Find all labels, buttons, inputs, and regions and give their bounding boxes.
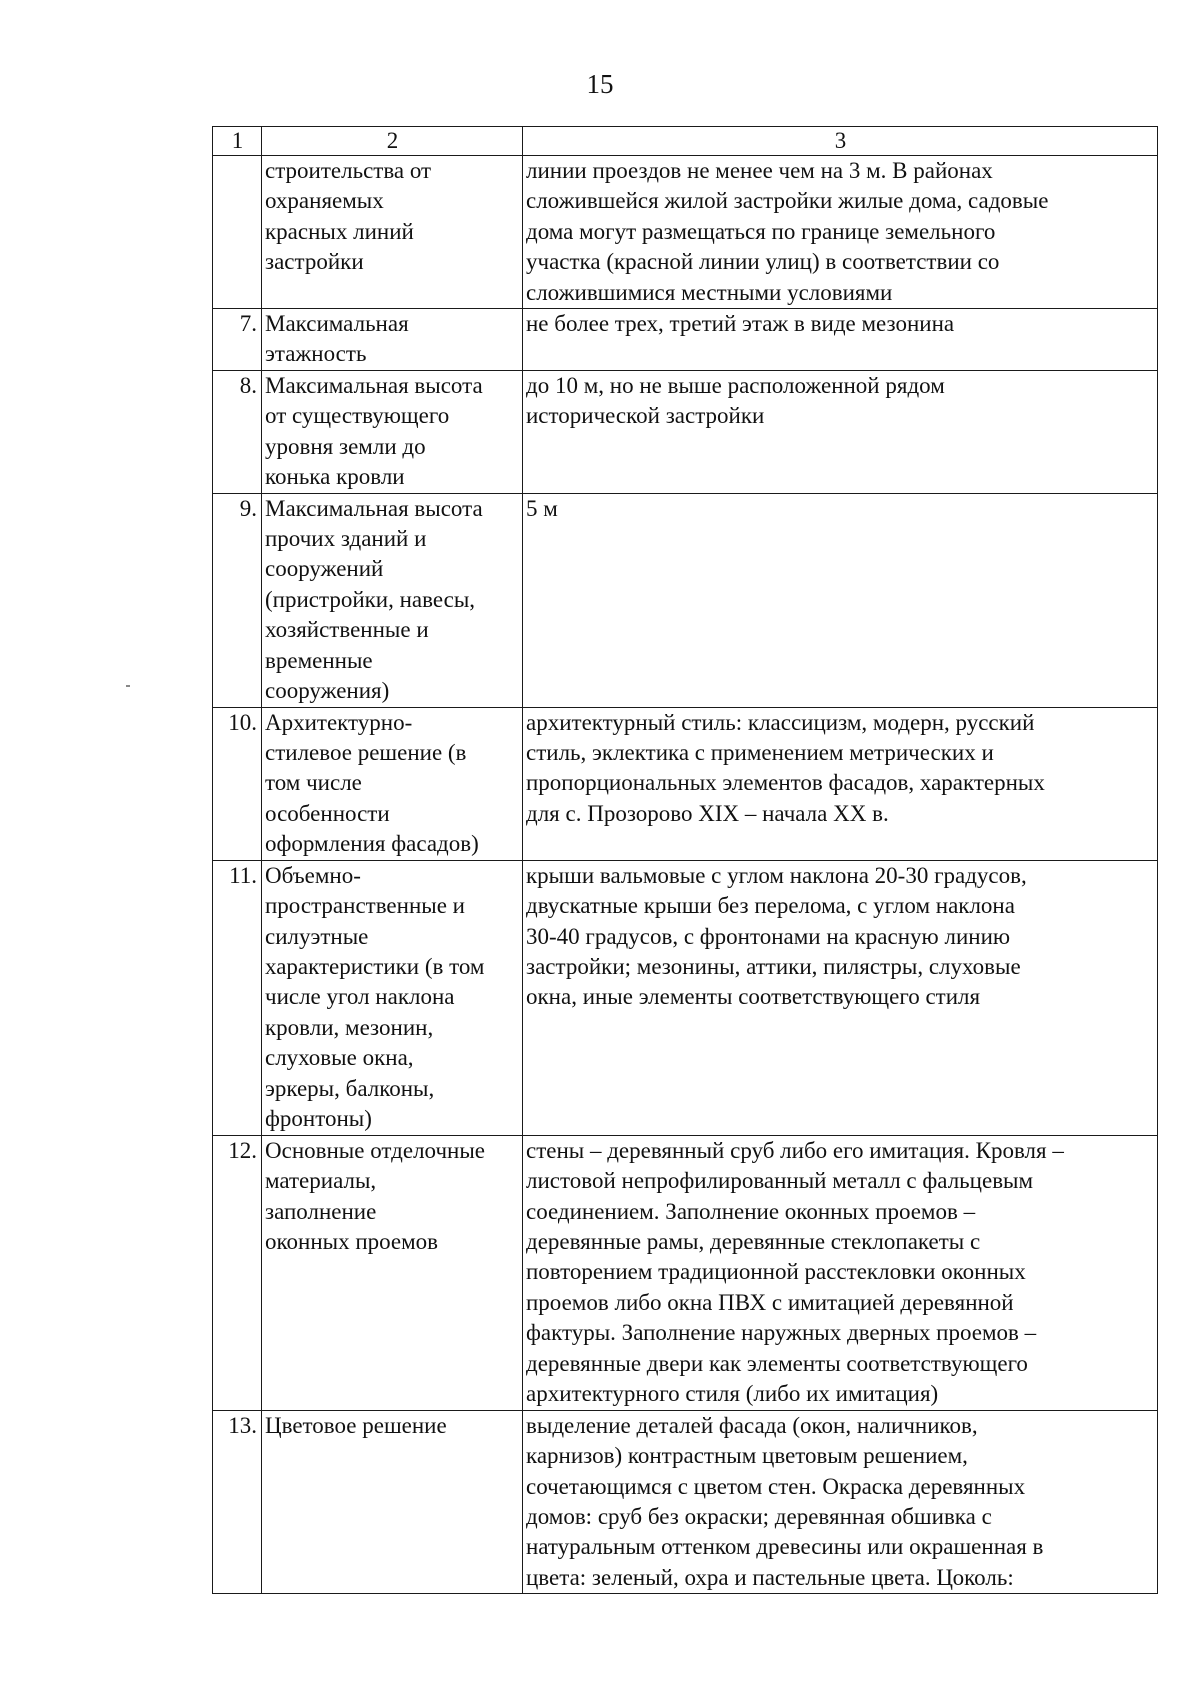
row-number: 12. <box>213 1135 262 1410</box>
requirements-table <box>212 126 1158 1594</box>
value-cell: стены – деревянный сруб либо его имитация. Кровля – листовой непрофилированный металл с фальцевым соединением. Заполнение оконных проемов – деревянные рамы, деревянные стеклопакеты с повторением традиционной расстекловки оконных проемов либо окна ПВХ с имитацией деревянной фактуры. Заполнение наружных дверных проемов – деревянные двери как элементы соответствующего архитектурного стиля (либо их имитация) <box>523 1135 1158 1410</box>
table-row <box>213 309 1158 371</box>
row-number: 13. <box>213 1410 262 1593</box>
parameter-cell: Максимальная высота прочих зданий и сооружений (пристройки, навесы, хозяйственные и временные сооружения) <box>262 493 523 707</box>
parameter-cell: строительства от охраняемых красных линий застройки <box>262 156 523 309</box>
table-row <box>213 156 1158 309</box>
value-cell: не более трех, третий этаж в виде мезонина <box>523 309 1158 371</box>
row-number: 9. <box>213 493 262 707</box>
table-row <box>213 860 1158 1135</box>
row-number <box>213 156 262 309</box>
value-cell: крыши вальмовые с углом наклона 20-30 градусов, двускатные крыши без перелома, с углом наклона 30-40 градусов, с фронтонами на красную линию застройки; мезонины, аттики, пилястры, слуховые окна, иные элементы соответствующего стиля <box>523 860 1158 1135</box>
value-cell: выделение деталей фасада (окон, наличников, карнизов) контрастным цветовым решением, сочетающимся с цветом стен. Окраска деревянных домов: сруб без окраски; деревянная обшивка с натуральным оттенком древесины или окрашенная в цвета: зеленый, охра и пастельные цвета. Цоколь: <box>523 1410 1158 1593</box>
parameter-cell: Максимальная высота от существующего уровня земли до конька кровли <box>262 371 523 494</box>
header-cell-1: 1 <box>213 127 262 156</box>
table-row <box>213 1135 1158 1410</box>
table-row <box>213 493 1158 707</box>
parameter-cell: Основные отделочные материалы, заполнение оконных проемов <box>262 1135 523 1410</box>
table-header-row <box>213 127 1158 156</box>
parameter-cell: Цветовое решение <box>262 1410 523 1593</box>
parameter-cell: Архитектурно- стилевое решение (в том числе особенности оформления фасадов) <box>262 707 523 860</box>
row-number: 10. <box>213 707 262 860</box>
parameter-cell: Максимальная этажность <box>262 309 523 371</box>
value-cell: до 10 м, но не выше расположенной рядом исторической застройки <box>523 371 1158 494</box>
value-cell: линии проездов не менее чем на 3 м. В районах сложившейся жилой застройки жилые дома, садовые дома могут размещаться по границе земельного участка (красной линии улиц) в соответствии со сложившимися местными условиями <box>523 156 1158 309</box>
row-number: 8. <box>213 371 262 494</box>
header-cell-3: 3 <box>523 127 1158 156</box>
row-number: 7. <box>213 309 262 371</box>
table-row <box>213 707 1158 860</box>
table-row <box>213 1410 1158 1593</box>
table-row <box>213 371 1158 494</box>
header-cell-2: 2 <box>262 127 523 156</box>
page-number: 15 <box>586 69 614 99</box>
row-number: 11. <box>213 860 262 1135</box>
scan-mark <box>126 685 130 687</box>
parameter-cell: Объемно- пространственные и силуэтные характеристики (в том числе угол наклона кровли, мезонин, слуховые окна, эркеры, балконы, фронтоны) <box>262 860 523 1135</box>
value-cell: архитектурный стиль: классицизм, модерн, русский стиль, эклектика с применением метрических и пропорциональных элементов фасадов, характерных для с. Прозорово XIX – начала XX в. <box>523 707 1158 860</box>
value-cell: 5 м <box>523 493 1158 707</box>
